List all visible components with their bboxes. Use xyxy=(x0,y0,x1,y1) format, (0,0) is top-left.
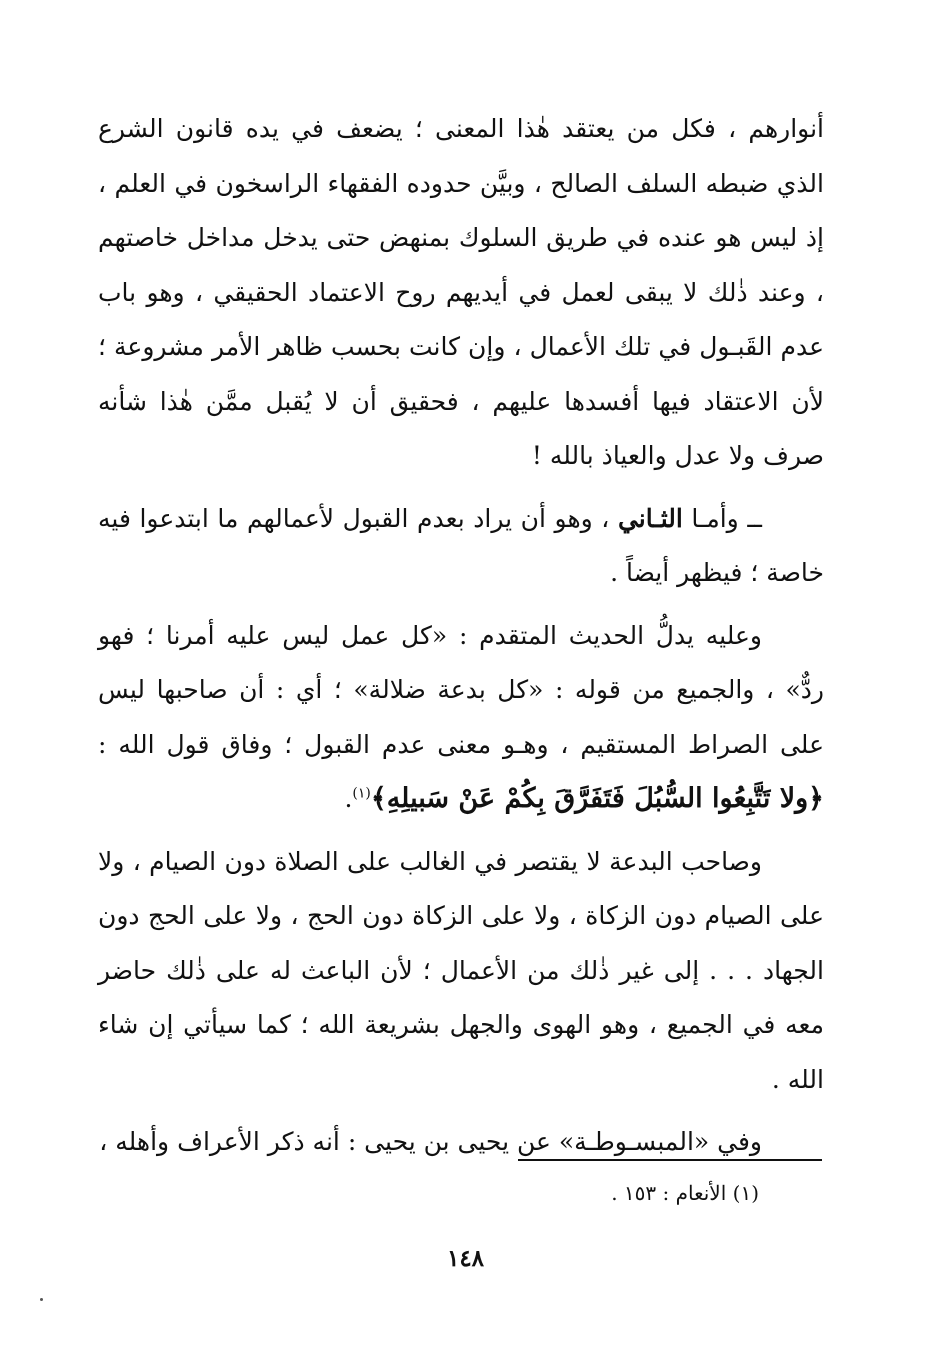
main-text xyxy=(98,102,824,1178)
page-number: ١٤٨ xyxy=(446,1245,485,1272)
footnote: (١) الأنعام : ١٥٣ . xyxy=(611,1181,759,1205)
scan-speck xyxy=(40,1298,43,1301)
footnote-separator xyxy=(518,1159,822,1161)
quran-verse: ﴿ولا تَتَّبِعُوا السُّبُلَ فَتَفَرَّقَ بِكُمْ عَنْ سَبيلِهِ﴾ xyxy=(370,783,824,814)
paragraph-2-bold-word: الثـاني xyxy=(617,503,683,533)
paragraph-1: أنوارهم ، فكل من يعتقد هٰذا المعنى ؛ يضعف في يده قانون الشرع الذي ضبطه السلف الصالح ، وبيَّن حدوده الفقهاء الراسخون في العلم ، إذ ليس هو عنده في طريق السلوك بمنهض حتى يدخل مداخل خاصتهم ، وعند ذٰلك لا يبقى لعمل في أيديهم روح الاعتماد الحقيقي ، وهو باب عدم القَبـول في تلك الأعمال ، وإن كانت بحسب ظاهر الأمر مشروعة ؛ لأن الاعتقاد فيها أفسدها عليهم ، فحقيق أن لا يُقبل ممَّن هٰذا شأنه صرف ولا عدل والعياذ بالله ! xyxy=(98,114,824,470)
paragraph-2 xyxy=(98,492,824,601)
paragraph-2-text: ، وهو أن يراد بعدم القبول لأعمالهم ما ابتدعوا فيه خاصة ؛ فيظهر أيضاً . xyxy=(98,503,824,587)
paragraph-3-text: وعليه يدلُّ الحديث المتقدم : «كل عمل ليس عليه أمرنا ؛ فهو ردٌّ» ، والجميع من قوله : «كل بدعة ضلالة» ؛ أي : أن صاحبها ليس على الصراط المستقيم ، وهـو معنى عدم القبول ؛ وفاق قول الله : xyxy=(98,620,824,759)
footnote-reference: (١) xyxy=(352,785,371,802)
paragraph-3-end: . xyxy=(344,784,353,813)
paragraph-5: وفي «المبسـوطـة» عن يحيى بن يحيى : أنه ذكر الأعراف وأهله ، xyxy=(99,1127,762,1156)
paragraph-4: وصاحب البدعة لا يقتصر في الغالب على الصلاة دون الصيام ، ولا على الصيام دون الزكاة ، ولا على الزكاة دون الحج ، ولا على الحج دون الجهاد . . . إلى غير ذٰلك من الأعمال ؛ لأن الباعث له على ذٰلك حاضر معه في الجميع ، وهو الهوى والجهل بشريعة الله ؛ كما سيأتي إن شاء الله . xyxy=(98,846,824,1094)
paragraph-2-prefix: ــ وأمـا xyxy=(691,503,762,533)
paragraph-3 xyxy=(98,609,824,827)
